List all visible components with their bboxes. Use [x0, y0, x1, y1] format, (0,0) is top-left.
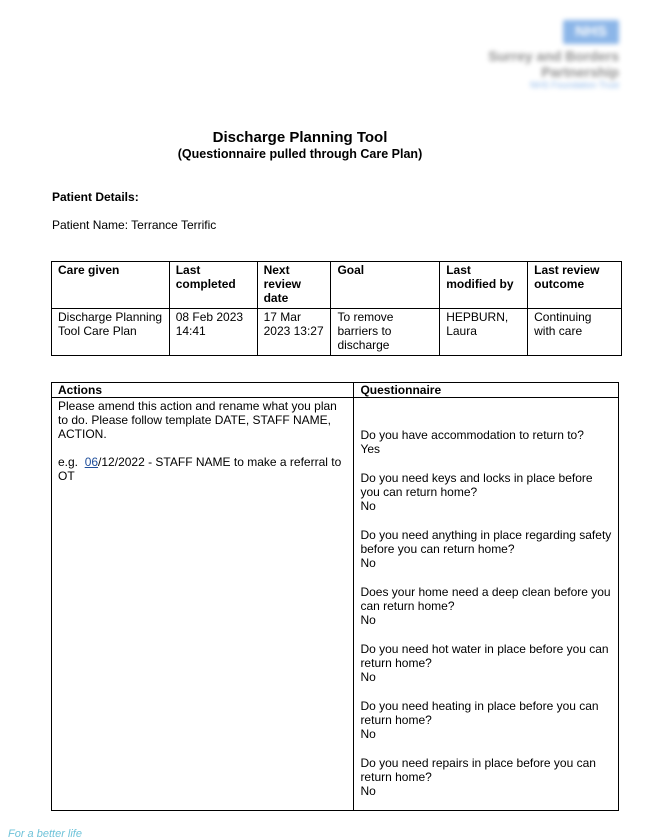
footer-tagline: For a better life [8, 828, 82, 840]
action-example [58, 455, 347, 483]
question-text: Do you need heating in place before you can return home? [360, 699, 599, 727]
logo-line-2: Partnership [541, 64, 619, 80]
aq-header-row [52, 383, 619, 398]
answer-text: No [360, 499, 376, 513]
answer-text: No [360, 613, 376, 627]
organisation-logo [478, 20, 623, 92]
cell-care-given: Discharge Planning Tool Care Plan [52, 309, 170, 356]
header-last-modified-by: Last modified by [440, 262, 528, 309]
header-questionnaire: Questionnaire [354, 383, 619, 398]
header-next-review-date: Next review date [257, 262, 331, 309]
actions-questionnaire-table [51, 382, 619, 811]
header-actions: Actions [52, 383, 354, 398]
logo-url: NHS Foundation Trust [529, 80, 619, 90]
actions-cell [52, 398, 354, 811]
example-prefix: e.g. [58, 455, 79, 469]
table-row [52, 309, 622, 356]
example-day: 06 [84, 455, 99, 469]
cell-next-review-date: 17 Mar 2023 13:27 [257, 309, 331, 356]
cell-goal: To remove barriers to discharge [331, 309, 440, 356]
action-instruction: Please amend this action and rename what you plan to do. Please follow template DATE, STAFF NAME, ACTION. [58, 399, 337, 441]
cell-last-completed: 08 Feb 2023 14:41 [169, 309, 257, 356]
table-row [52, 398, 619, 811]
header-goal: Goal [331, 262, 440, 309]
list-item [360, 428, 612, 456]
document-subtitle: (Questionnaire pulled through Care Plan) [177, 147, 423, 161]
patient-details-heading: Patient Details: [52, 190, 139, 204]
cell-last-modified-by: HEPBURN, Laura [440, 309, 528, 356]
example-rest: /12/2022 - STAFF NAME to make a referral to OT [58, 455, 342, 483]
answer-text: No [360, 556, 376, 570]
question-text: Do you need repairs in place before you can return home? [360, 756, 596, 784]
list-item [360, 471, 612, 513]
list-item [360, 528, 612, 570]
answer-text: No [360, 784, 376, 798]
header-last-completed: Last completed [169, 262, 257, 309]
question-text: Do you need anything in place regarding safety before you can return home? [360, 528, 612, 556]
care-table-header-row [52, 262, 622, 309]
question-text: Do you need keys and locks in place before you can return home? [360, 471, 593, 499]
list-item [360, 756, 612, 798]
answer-text: No [360, 670, 376, 684]
document-title: Discharge Planning Tool [212, 129, 388, 146]
answer-text: Yes [360, 442, 381, 456]
answer-text: No [360, 727, 376, 741]
care-plan-table [51, 261, 622, 356]
question-text: Do you need hot water in place before you can return home? [360, 642, 609, 670]
logo-line-1: Surrey and Borders [488, 48, 619, 64]
logo-badge: NHS [563, 20, 619, 44]
list-item [360, 585, 612, 627]
list-item [360, 642, 612, 684]
cell-last-review-outcome: Continuing with care [528, 309, 622, 356]
list-item [360, 699, 612, 741]
question-text: Do you have accommodation to return to? [360, 428, 584, 442]
header-last-review-outcome: Last review outcome [528, 262, 622, 309]
question-text: Does your home need a deep clean before you can return home? [360, 585, 611, 613]
patient-name: Patient Name: Terrance Terrific [52, 218, 217, 232]
header-care-given: Care given [52, 262, 170, 309]
questionnaire-cell [354, 398, 619, 811]
